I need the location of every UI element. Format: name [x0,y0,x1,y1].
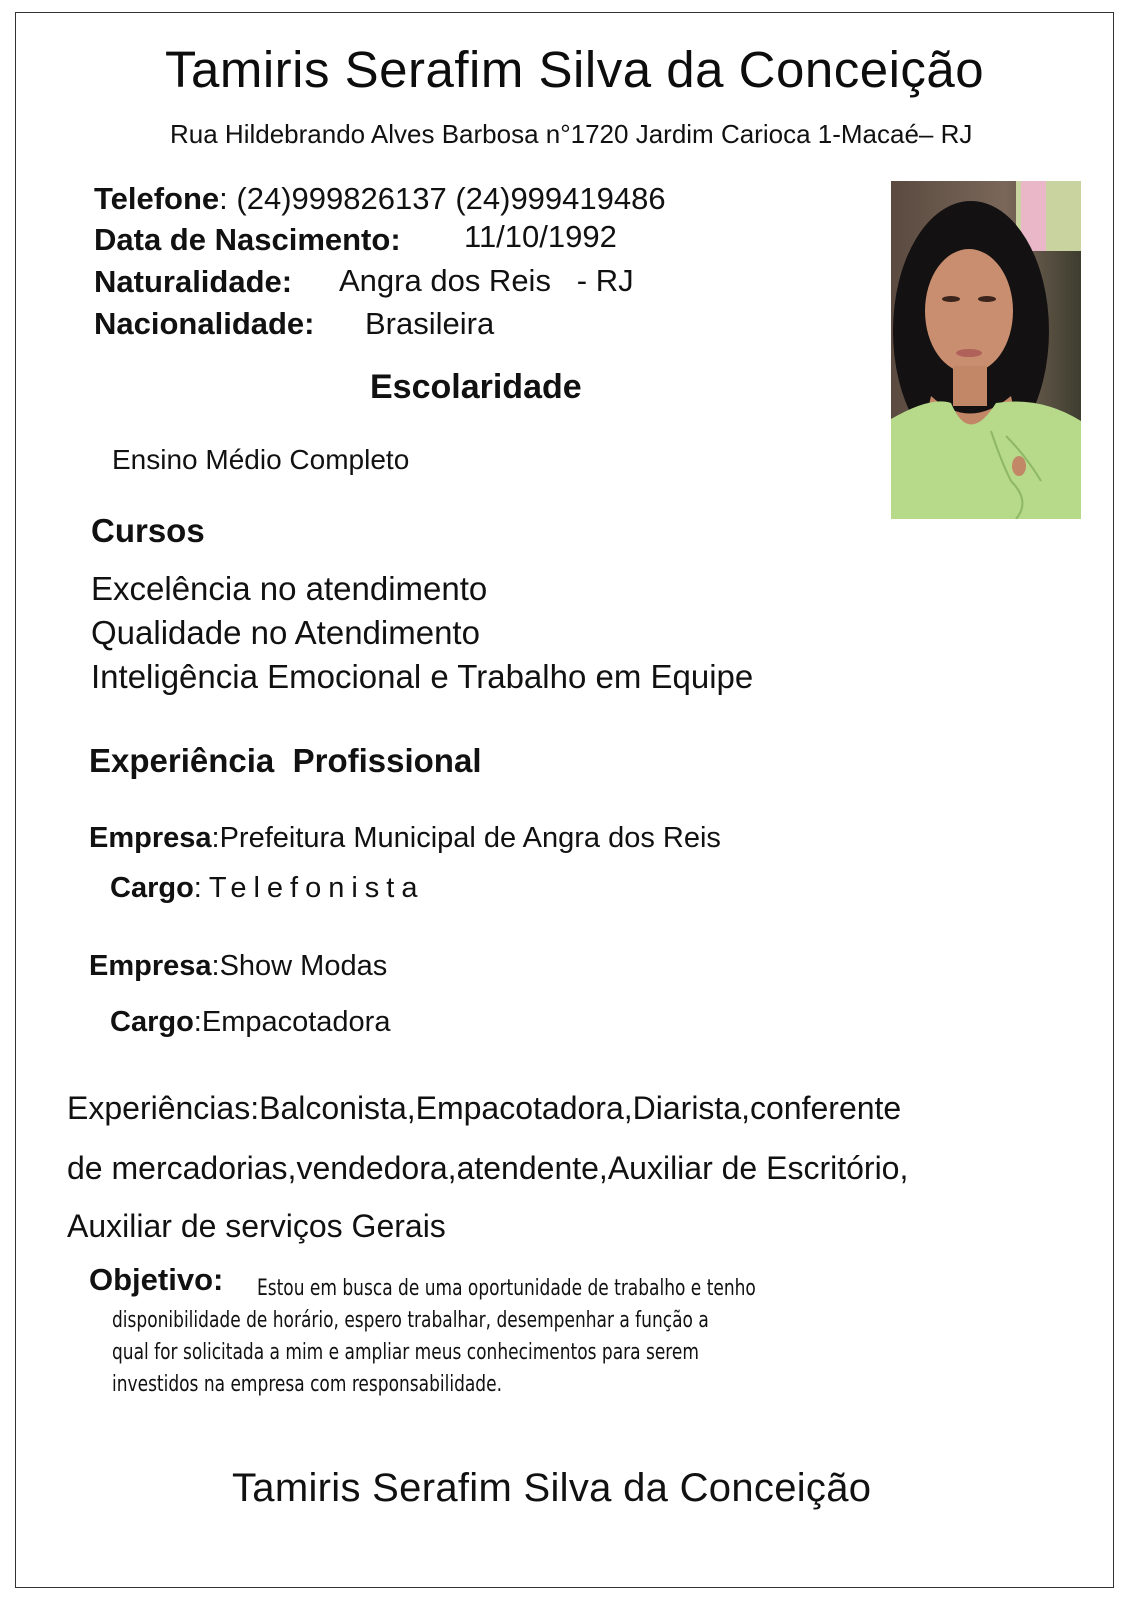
naturality-row [94,264,292,300]
role-value: :Telefonista [193,872,425,904]
naturality-label: Naturalidade: [94,264,293,299]
role-value: :Empacotadora [193,1006,391,1038]
phone-separator: : [219,181,237,216]
role-label: Cargo [110,872,194,904]
job-role [110,872,425,905]
experiences-line: Experiências:Balconista,Empacotadora,Diarista,conferente [67,1090,902,1126]
phone-row [94,181,666,217]
education-value: Ensino Médio Completo [112,444,410,475]
nationality-row [94,306,315,342]
phone-value: (24)999826137 (24)999419486 [236,181,666,216]
education-heading: Escolaridade [370,368,582,406]
role-label: Cargo [110,1006,194,1038]
birth-value: 11/10/1992 [464,219,617,254]
birth-row [94,222,401,258]
course-item: Excelência no atendimento [91,570,488,607]
job-company [89,950,387,983]
profile-photo-illustration [891,181,1081,519]
experiences-line: de mercadorias,vendedora,atendente,Auxiliar de Escritório, [67,1150,909,1186]
company-value: :Prefeitura Municipal de Angra dos Reis [211,822,721,854]
objective-line: qual for solicitada a mim e ampliar meus conhecimentos para serem [112,1340,699,1365]
nationality-label: Nacionalidade: [94,306,315,341]
company-label: Empresa [89,822,212,854]
courses-heading: Cursos [91,512,205,549]
birth-label: Data de Nascimento: [94,222,401,257]
job-company [89,822,721,855]
objective-line: disponibilidade de horário, espero trabalhar, desempenhar a função a [112,1308,709,1333]
phone-label: Telefone [94,181,220,216]
objective-line: Estou em busca de uma oportunidade de trabalho e tenho [257,1276,756,1301]
experience-heading: Experiência Profissional [89,742,482,779]
experiences-line: Auxiliar de serviços Gerais [67,1208,446,1244]
company-value: :Show Modas [211,950,388,982]
course-item: Qualidade no Atendimento [91,614,480,651]
course-item: Inteligência Emocional e Trabalho em Equipe [91,658,754,695]
objective-line: investidos na empresa com responsabilidade. [112,1372,502,1397]
objective-label: Objetivo: [89,1262,224,1297]
resume-name-title: Tamiris Serafim Silva da Conceição [165,41,985,98]
profile-photo [891,181,1081,519]
address: Rua Hildebrando Alves Barbosa n°1720 Jardim Carioca 1-Macaé– RJ [170,119,973,149]
footer-signature-name: Tamiris Serafim Silva da Conceição [232,1466,872,1510]
job-role [110,1006,390,1039]
nationality-value: Brasileira [365,306,495,341]
naturality-value: Angra dos Reis - RJ [339,263,634,298]
company-label: Empresa [89,950,212,982]
